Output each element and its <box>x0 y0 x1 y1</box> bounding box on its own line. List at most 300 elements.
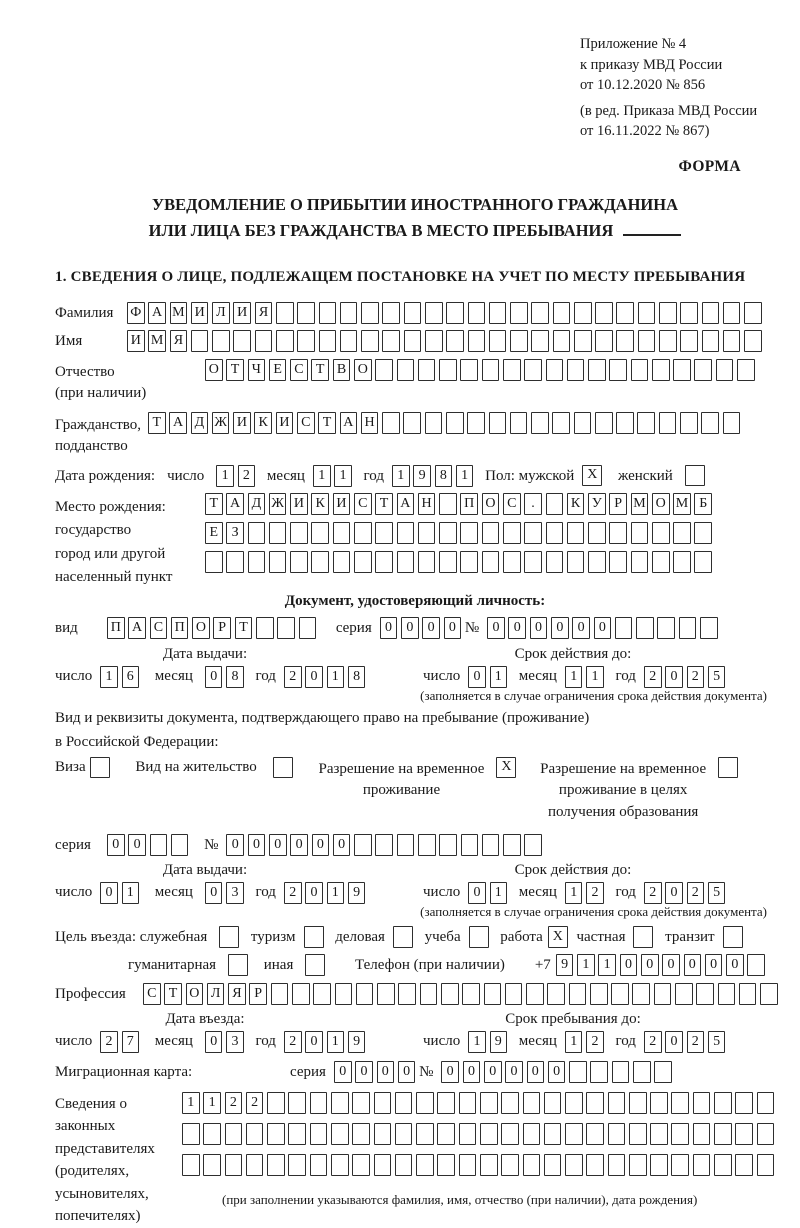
form-cell[interactable] <box>468 302 486 324</box>
form-cell[interactable] <box>565 1154 583 1176</box>
form-cell[interactable]: 2 <box>238 465 256 487</box>
form-cell[interactable] <box>288 1092 306 1114</box>
form-cell[interactable] <box>523 1154 541 1176</box>
form-cell[interactable] <box>480 1123 498 1145</box>
form-cell[interactable]: 0 <box>572 617 590 639</box>
form-cell[interactable] <box>637 412 655 434</box>
form-cell[interactable] <box>489 302 507 324</box>
form-cell[interactable]: 8 <box>435 465 453 487</box>
form-cell[interactable] <box>632 983 650 1005</box>
form-cell[interactable]: 0 <box>305 882 323 904</box>
form-cell[interactable] <box>631 551 649 573</box>
form-cell[interactable]: 0 <box>620 954 638 976</box>
form-cell[interactable] <box>544 1154 562 1176</box>
form-cell[interactable]: Т <box>311 359 329 381</box>
form-cell[interactable] <box>267 1092 285 1114</box>
form-cell[interactable] <box>482 359 500 381</box>
form-cell[interactable] <box>288 1123 306 1145</box>
form-cell[interactable] <box>547 983 565 1005</box>
form-cell[interactable]: 0 <box>422 617 440 639</box>
form-cell[interactable] <box>271 983 289 1005</box>
form-cell[interactable]: 1 <box>468 1031 486 1053</box>
form-cell[interactable] <box>420 983 438 1005</box>
form-cell[interactable]: 0 <box>684 954 702 976</box>
form-cell[interactable]: 1 <box>565 666 583 688</box>
form-cell[interactable]: X <box>548 926 568 948</box>
form-cell[interactable]: 2 <box>586 1031 604 1053</box>
form-cell[interactable] <box>546 359 564 381</box>
form-cell[interactable] <box>256 617 274 639</box>
form-cell[interactable] <box>615 617 633 639</box>
form-cell[interactable] <box>304 926 324 948</box>
form-cell[interactable] <box>586 1123 604 1145</box>
form-cell[interactable] <box>219 926 239 948</box>
form-cell[interactable] <box>226 551 244 573</box>
form-cell[interactable] <box>671 1154 689 1176</box>
form-cell[interactable] <box>333 551 351 573</box>
form-cell[interactable] <box>397 551 415 573</box>
form-cell[interactable] <box>611 983 629 1005</box>
form-cell[interactable]: А <box>169 412 187 434</box>
form-cell[interactable]: 1 <box>122 882 140 904</box>
form-cell[interactable]: 0 <box>665 1031 683 1053</box>
form-cell[interactable] <box>574 302 592 324</box>
form-cell[interactable]: О <box>186 983 204 1005</box>
form-cell[interactable]: 0 <box>508 617 526 639</box>
form-cell[interactable] <box>588 522 606 544</box>
form-cell[interactable] <box>510 412 528 434</box>
form-cell[interactable] <box>90 757 110 779</box>
form-cell[interactable]: Т <box>235 617 253 639</box>
form-cell[interactable]: 0 <box>401 617 419 639</box>
form-cell[interactable]: С <box>297 412 315 434</box>
form-cell[interactable] <box>267 1123 285 1145</box>
form-cell[interactable]: 2 <box>225 1092 243 1114</box>
form-cell[interactable]: 3 <box>226 1031 244 1053</box>
form-cell[interactable]: 2 <box>246 1092 264 1114</box>
form-cell[interactable] <box>680 330 698 352</box>
form-cell[interactable] <box>311 522 329 544</box>
form-cell[interactable]: Н <box>418 493 436 515</box>
form-cell[interactable] <box>299 617 317 639</box>
form-cell[interactable]: К <box>567 493 585 515</box>
form-cell[interactable]: А <box>148 302 166 324</box>
form-cell[interactable] <box>609 359 627 381</box>
form-cell[interactable] <box>760 983 778 1005</box>
form-cell[interactable]: 1 <box>577 954 595 976</box>
form-cell[interactable]: 9 <box>348 1031 366 1053</box>
form-cell[interactable]: 0 <box>705 954 723 976</box>
form-cell[interactable] <box>374 1154 392 1176</box>
form-cell[interactable] <box>354 522 372 544</box>
form-cell[interactable]: С <box>503 493 521 515</box>
form-cell[interactable] <box>248 551 266 573</box>
form-cell[interactable] <box>633 926 653 948</box>
form-cell[interactable] <box>277 617 295 639</box>
form-cell[interactable] <box>352 1154 370 1176</box>
form-cell[interactable] <box>313 983 331 1005</box>
form-cell[interactable]: 1 <box>392 465 410 487</box>
form-cell[interactable]: 2 <box>100 1031 118 1053</box>
form-cell[interactable] <box>744 330 762 352</box>
form-cell[interactable] <box>439 551 457 573</box>
form-cell[interactable] <box>700 617 718 639</box>
form-cell[interactable] <box>501 1154 519 1176</box>
form-cell[interactable] <box>460 359 478 381</box>
form-cell[interactable]: 1 <box>327 666 345 688</box>
form-cell[interactable] <box>609 551 627 573</box>
form-cell[interactable] <box>650 1123 668 1145</box>
form-cell[interactable] <box>757 1123 775 1145</box>
form-cell[interactable] <box>505 983 523 1005</box>
form-cell[interactable]: О <box>192 617 210 639</box>
form-cell[interactable]: X <box>582 465 602 487</box>
form-cell[interactable] <box>459 1154 477 1176</box>
form-cell[interactable] <box>425 330 443 352</box>
form-cell[interactable]: 1 <box>565 882 583 904</box>
form-cell[interactable]: З <box>226 522 244 544</box>
form-cell[interactable]: М <box>170 302 188 324</box>
form-cell[interactable] <box>311 551 329 573</box>
form-cell[interactable]: М <box>631 493 649 515</box>
form-cell[interactable] <box>459 1123 477 1145</box>
form-cell[interactable] <box>150 834 168 856</box>
form-cell[interactable] <box>524 359 542 381</box>
form-cell[interactable] <box>439 493 457 515</box>
form-cell[interactable] <box>248 522 266 544</box>
form-cell[interactable] <box>671 1123 689 1145</box>
form-cell[interactable]: Я <box>228 983 246 1005</box>
form-cell[interactable] <box>638 302 656 324</box>
form-cell[interactable] <box>609 522 627 544</box>
form-cell[interactable] <box>460 522 478 544</box>
form-cell[interactable] <box>305 954 325 976</box>
form-cell[interactable]: 5 <box>708 882 726 904</box>
form-cell[interactable]: 1 <box>565 1031 583 1053</box>
form-cell[interactable]: Р <box>609 493 627 515</box>
form-cell[interactable] <box>467 412 485 434</box>
form-cell[interactable] <box>212 330 230 352</box>
form-cell[interactable] <box>462 983 480 1005</box>
form-cell[interactable]: 0 <box>665 882 683 904</box>
form-cell[interactable]: Б <box>694 493 712 515</box>
form-cell[interactable] <box>182 1154 200 1176</box>
form-cell[interactable] <box>377 983 395 1005</box>
form-cell[interactable] <box>482 834 500 856</box>
form-cell[interactable]: 0 <box>530 617 548 639</box>
form-cell[interactable] <box>757 1092 775 1114</box>
form-cell[interactable]: И <box>233 302 251 324</box>
form-cell[interactable] <box>657 617 675 639</box>
form-cell[interactable] <box>685 465 705 487</box>
form-cell[interactable] <box>395 1123 413 1145</box>
form-cell[interactable] <box>652 522 670 544</box>
form-cell[interactable]: А <box>226 493 244 515</box>
form-cell[interactable]: 0 <box>444 617 462 639</box>
form-cell[interactable]: 0 <box>269 834 287 856</box>
form-cell[interactable] <box>693 1092 711 1114</box>
form-cell[interactable]: К <box>311 493 329 515</box>
form-cell[interactable]: И <box>290 493 308 515</box>
form-cell[interactable] <box>650 1092 668 1114</box>
form-cell[interactable] <box>650 1154 668 1176</box>
form-cell[interactable] <box>269 522 287 544</box>
form-cell[interactable] <box>418 551 436 573</box>
form-cell[interactable]: 0 <box>100 882 118 904</box>
form-cell[interactable]: 0 <box>505 1061 523 1083</box>
form-cell[interactable] <box>693 1154 711 1176</box>
form-cell[interactable] <box>702 302 720 324</box>
form-cell[interactable]: 0 <box>305 1031 323 1053</box>
form-cell[interactable] <box>501 1123 519 1145</box>
form-cell[interactable]: П <box>171 617 189 639</box>
form-cell[interactable]: Т <box>148 412 166 434</box>
form-cell[interactable]: И <box>276 412 294 434</box>
form-cell[interactable]: 1 <box>456 465 474 487</box>
form-cell[interactable] <box>425 302 443 324</box>
form-cell[interactable] <box>654 983 672 1005</box>
form-cell[interactable]: 1 <box>598 954 616 976</box>
form-cell[interactable] <box>404 302 422 324</box>
form-cell[interactable] <box>716 359 734 381</box>
form-cell[interactable]: 0 <box>463 1061 481 1083</box>
form-cell[interactable] <box>552 412 570 434</box>
form-cell[interactable]: П <box>107 617 125 639</box>
form-cell[interactable] <box>546 551 564 573</box>
form-cell[interactable]: Е <box>205 522 223 544</box>
form-cell[interactable] <box>335 983 353 1005</box>
form-cell[interactable] <box>446 302 464 324</box>
form-cell[interactable]: 1 <box>334 465 352 487</box>
form-cell[interactable]: Н <box>361 412 379 434</box>
form-cell[interactable] <box>659 330 677 352</box>
form-cell[interactable]: 2 <box>687 1031 705 1053</box>
form-cell[interactable] <box>484 983 502 1005</box>
form-cell[interactable] <box>333 522 351 544</box>
form-cell[interactable] <box>679 617 697 639</box>
form-cell[interactable]: Д <box>191 412 209 434</box>
form-cell[interactable] <box>382 302 400 324</box>
form-cell[interactable] <box>574 412 592 434</box>
form-cell[interactable] <box>608 1123 626 1145</box>
form-cell[interactable] <box>437 1092 455 1114</box>
form-cell[interactable] <box>565 1123 583 1145</box>
form-cell[interactable]: 8 <box>226 666 244 688</box>
form-cell[interactable] <box>694 522 712 544</box>
form-cell[interactable] <box>680 302 698 324</box>
form-cell[interactable] <box>374 1092 392 1114</box>
form-cell[interactable] <box>616 330 634 352</box>
form-cell[interactable] <box>702 330 720 352</box>
form-cell[interactable]: М <box>148 330 166 352</box>
form-cell[interactable] <box>395 1154 413 1176</box>
form-cell[interactable]: 7 <box>122 1031 140 1053</box>
form-cell[interactable]: 0 <box>548 1061 566 1083</box>
form-cell[interactable] <box>441 983 459 1005</box>
form-cell[interactable] <box>553 330 571 352</box>
form-cell[interactable] <box>310 1154 328 1176</box>
form-cell[interactable] <box>352 1123 370 1145</box>
form-cell[interactable] <box>397 522 415 544</box>
form-cell[interactable] <box>503 522 521 544</box>
form-cell[interactable] <box>503 551 521 573</box>
form-cell[interactable] <box>696 983 714 1005</box>
form-cell[interactable]: . <box>524 493 542 515</box>
form-cell[interactable] <box>588 551 606 573</box>
form-cell[interactable]: Я <box>170 330 188 352</box>
form-cell[interactable]: 1 <box>586 666 604 688</box>
form-cell[interactable] <box>374 1123 392 1145</box>
form-cell[interactable] <box>418 359 436 381</box>
form-cell[interactable]: Я <box>255 302 273 324</box>
form-cell[interactable] <box>501 1092 519 1114</box>
form-cell[interactable]: X <box>496 757 516 779</box>
form-cell[interactable] <box>290 522 308 544</box>
form-cell[interactable] <box>590 983 608 1005</box>
form-cell[interactable] <box>382 412 400 434</box>
form-cell[interactable] <box>546 522 564 544</box>
form-cell[interactable] <box>288 1154 306 1176</box>
form-cell[interactable] <box>654 1061 672 1083</box>
form-cell[interactable]: А <box>340 412 358 434</box>
form-cell[interactable] <box>228 954 248 976</box>
form-cell[interactable]: 0 <box>380 617 398 639</box>
form-cell[interactable] <box>567 359 585 381</box>
form-cell[interactable]: 2 <box>586 882 604 904</box>
form-cell[interactable] <box>439 834 457 856</box>
form-cell[interactable]: 1 <box>490 882 508 904</box>
form-cell[interactable]: 2 <box>284 882 302 904</box>
form-cell[interactable] <box>292 983 310 1005</box>
form-cell[interactable] <box>203 1123 221 1145</box>
form-cell[interactable]: С <box>143 983 161 1005</box>
form-cell[interactable] <box>480 1092 498 1114</box>
form-cell[interactable]: 0 <box>487 617 505 639</box>
form-cell[interactable]: 9 <box>413 465 431 487</box>
form-cell[interactable] <box>544 1123 562 1145</box>
form-cell[interactable]: 0 <box>527 1061 545 1083</box>
form-cell[interactable] <box>694 551 712 573</box>
form-cell[interactable] <box>523 1092 541 1114</box>
form-cell[interactable]: 5 <box>708 1031 726 1053</box>
form-cell[interactable]: И <box>333 493 351 515</box>
form-cell[interactable] <box>526 983 544 1005</box>
form-cell[interactable] <box>723 412 741 434</box>
form-cell[interactable]: М <box>673 493 691 515</box>
form-cell[interactable] <box>553 302 571 324</box>
form-cell[interactable]: А <box>128 617 146 639</box>
form-cell[interactable] <box>524 551 542 573</box>
form-cell[interactable] <box>714 1092 732 1114</box>
form-cell[interactable] <box>225 1154 243 1176</box>
form-cell[interactable]: 5 <box>708 666 726 688</box>
form-cell[interactable] <box>723 302 741 324</box>
form-cell[interactable] <box>425 412 443 434</box>
form-cell[interactable] <box>757 1154 775 1176</box>
form-cell[interactable] <box>567 551 585 573</box>
form-cell[interactable] <box>352 1092 370 1114</box>
form-cell[interactable] <box>735 1154 753 1176</box>
form-cell[interactable] <box>503 834 521 856</box>
form-cell[interactable] <box>290 551 308 573</box>
form-cell[interactable]: Р <box>249 983 267 1005</box>
form-cell[interactable]: 9 <box>556 954 574 976</box>
form-cell[interactable] <box>437 1123 455 1145</box>
form-cell[interactable] <box>569 1061 587 1083</box>
form-cell[interactable] <box>404 330 422 352</box>
form-cell[interactable] <box>276 302 294 324</box>
form-cell[interactable]: К <box>254 412 272 434</box>
form-cell[interactable] <box>629 1123 647 1145</box>
form-cell[interactable] <box>588 359 606 381</box>
form-cell[interactable]: 0 <box>333 834 351 856</box>
form-cell[interactable] <box>675 983 693 1005</box>
form-cell[interactable]: 1 <box>327 882 345 904</box>
form-cell[interactable] <box>276 330 294 352</box>
form-cell[interactable] <box>267 1154 285 1176</box>
form-cell[interactable] <box>569 983 587 1005</box>
form-cell[interactable] <box>659 412 677 434</box>
form-cell[interactable] <box>633 1061 651 1083</box>
form-cell[interactable] <box>565 1092 583 1114</box>
form-cell[interactable] <box>469 926 489 948</box>
form-cell[interactable]: 0 <box>205 1031 223 1053</box>
form-cell[interactable] <box>574 330 592 352</box>
form-cell[interactable]: Т <box>226 359 244 381</box>
form-cell[interactable]: А <box>397 493 415 515</box>
form-cell[interactable] <box>524 834 542 856</box>
form-cell[interactable] <box>461 834 479 856</box>
form-cell[interactable] <box>659 302 677 324</box>
form-cell[interactable] <box>586 1092 604 1114</box>
form-cell[interactable]: Д <box>248 493 266 515</box>
form-cell[interactable] <box>319 330 337 352</box>
form-cell[interactable] <box>225 1123 243 1145</box>
form-cell[interactable] <box>694 359 712 381</box>
form-cell[interactable] <box>297 302 315 324</box>
form-cell[interactable] <box>273 757 293 779</box>
form-cell[interactable] <box>437 1154 455 1176</box>
form-cell[interactable] <box>631 522 649 544</box>
form-cell[interactable] <box>403 412 421 434</box>
form-cell[interactable] <box>652 359 670 381</box>
form-cell[interactable]: В <box>333 359 351 381</box>
form-cell[interactable] <box>616 302 634 324</box>
form-cell[interactable] <box>636 617 654 639</box>
form-cell[interactable]: 0 <box>662 954 680 976</box>
form-cell[interactable] <box>246 1123 264 1145</box>
form-cell[interactable] <box>524 522 542 544</box>
form-cell[interactable]: 0 <box>248 834 266 856</box>
form-cell[interactable] <box>460 551 478 573</box>
form-cell[interactable]: 0 <box>205 882 223 904</box>
form-cell[interactable] <box>671 1092 689 1114</box>
form-cell[interactable] <box>382 330 400 352</box>
form-cell[interactable]: И <box>191 302 209 324</box>
form-cell[interactable] <box>638 330 656 352</box>
form-cell[interactable]: 0 <box>441 1061 459 1083</box>
form-cell[interactable]: 8 <box>348 666 366 688</box>
form-cell[interactable]: 1 <box>327 1031 345 1053</box>
form-cell[interactable] <box>567 522 585 544</box>
form-cell[interactable] <box>310 1123 328 1145</box>
form-cell[interactable] <box>340 302 358 324</box>
form-cell[interactable]: Ф <box>127 302 145 324</box>
form-cell[interactable] <box>393 926 413 948</box>
form-cell[interactable]: П <box>460 493 478 515</box>
form-cell[interactable] <box>531 330 549 352</box>
form-cell[interactable]: 6 <box>122 666 140 688</box>
